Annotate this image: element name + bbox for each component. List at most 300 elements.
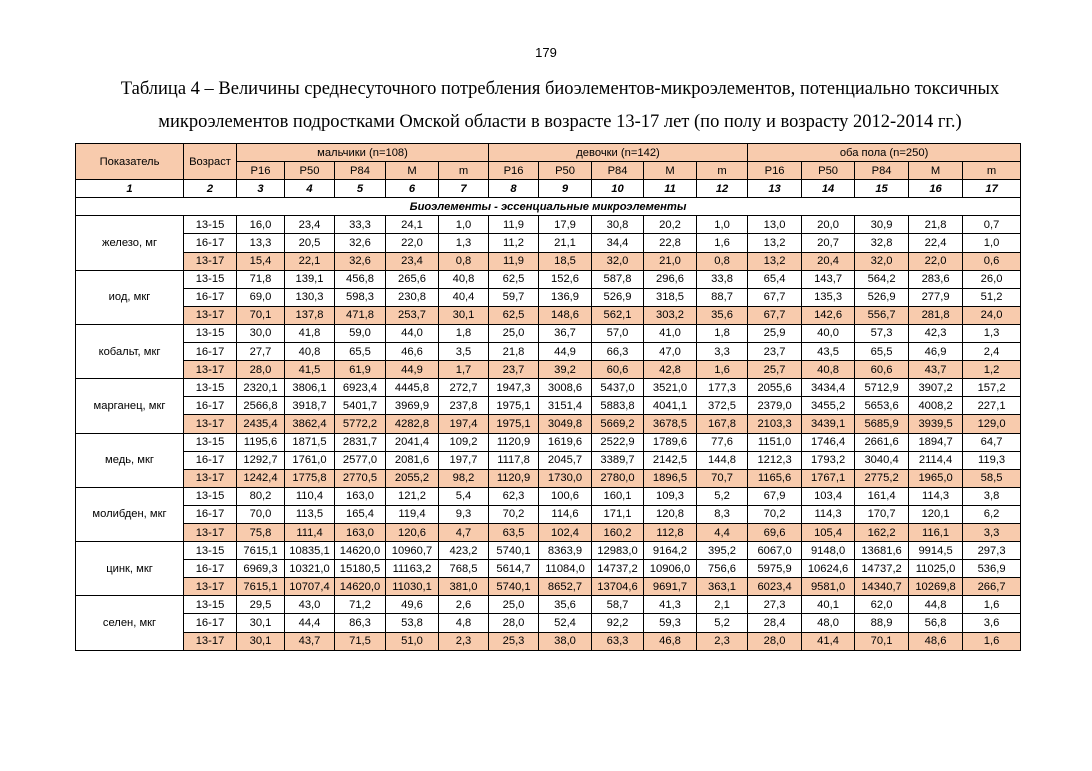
table-row <box>76 578 1021 596</box>
value-cell: 28,0 <box>237 361 285 379</box>
value-cell: 62,5 <box>489 270 539 288</box>
value-cell: 20,7 <box>802 234 855 252</box>
value-cell: 59,3 <box>644 614 697 632</box>
value-cell: 30,1 <box>439 306 489 324</box>
section-title: Биоэлементы - эссенциальные микроэлементы <box>76 198 1021 216</box>
value-cell: 43,0 <box>285 596 335 614</box>
value-cell: 16,0 <box>237 216 285 234</box>
header-stat: P50 <box>285 162 335 180</box>
value-cell: 30,9 <box>855 216 909 234</box>
value-cell: 230,8 <box>386 288 439 306</box>
header-group-both: оба пола (n=250) <box>748 144 1021 162</box>
value-cell: 1775,8 <box>285 469 335 487</box>
value-cell: 1,0 <box>963 234 1021 252</box>
value-cell: 114,3 <box>909 487 963 505</box>
value-cell: 62,3 <box>489 487 539 505</box>
value-cell: 21,1 <box>539 234 592 252</box>
value-cell: 14340,7 <box>855 578 909 596</box>
value-cell: 160,1 <box>592 487 644 505</box>
column-numbers-row <box>76 180 1021 198</box>
value-cell: 2,1 <box>697 596 748 614</box>
age-cell: 13-15 <box>184 379 237 397</box>
value-cell: 5712,9 <box>855 379 909 397</box>
header-stat: M <box>909 162 963 180</box>
value-cell: 1292,7 <box>237 451 285 469</box>
value-cell: 1165,6 <box>748 469 802 487</box>
value-cell: 281,8 <box>909 306 963 324</box>
value-cell: 5975,9 <box>748 560 802 578</box>
value-cell: 64,7 <box>963 433 1021 451</box>
value-cell: 58,5 <box>963 469 1021 487</box>
value-cell: 3907,2 <box>909 379 963 397</box>
value-cell: 1894,7 <box>909 433 963 451</box>
value-cell: 65,5 <box>335 343 386 361</box>
column-number: 12 <box>697 180 748 198</box>
value-cell: 40,0 <box>802 324 855 342</box>
value-cell: 67,9 <box>748 487 802 505</box>
value-cell: 2780,0 <box>592 469 644 487</box>
age-cell: 13-17 <box>184 632 237 650</box>
indicator-name: цинк, мкг <box>76 542 184 596</box>
value-cell: 59,7 <box>489 288 539 306</box>
value-cell: 33,3 <box>335 216 386 234</box>
value-cell: 32,0 <box>855 252 909 270</box>
value-cell: 11,9 <box>489 252 539 270</box>
value-cell: 26,0 <box>963 270 1021 288</box>
value-cell: 1,6 <box>963 596 1021 614</box>
value-cell: 21,8 <box>489 343 539 361</box>
value-cell: 120,1 <box>909 505 963 523</box>
column-number: 13 <box>748 180 802 198</box>
value-cell: 1,3 <box>963 324 1021 342</box>
value-cell: 381,0 <box>439 578 489 596</box>
value-cell: 5437,0 <box>592 379 644 397</box>
value-cell: 564,2 <box>855 270 909 288</box>
value-cell: 8652,7 <box>539 578 592 596</box>
value-cell: 30,1 <box>237 614 285 632</box>
header-stat: P84 <box>335 162 386 180</box>
value-cell: 51,0 <box>386 632 439 650</box>
value-cell: 20,5 <box>285 234 335 252</box>
value-cell: 272,7 <box>439 379 489 397</box>
value-cell: 1242,4 <box>237 469 285 487</box>
value-cell: 40,8 <box>802 361 855 379</box>
value-cell: 177,3 <box>697 379 748 397</box>
value-cell: 1789,6 <box>644 433 697 451</box>
column-number: 15 <box>855 180 909 198</box>
value-cell: 65,4 <box>748 270 802 288</box>
value-cell: 113,5 <box>285 505 335 523</box>
value-cell: 13681,6 <box>855 542 909 560</box>
value-cell: 3,3 <box>963 523 1021 541</box>
value-cell: 71,2 <box>335 596 386 614</box>
value-cell: 1975,1 <box>489 397 539 415</box>
value-cell: 2045,7 <box>539 451 592 469</box>
value-cell: 0,7 <box>963 216 1021 234</box>
value-cell: 119,4 <box>386 505 439 523</box>
value-cell: 109,3 <box>644 487 697 505</box>
value-cell: 5401,7 <box>335 397 386 415</box>
value-cell: 22,8 <box>644 234 697 252</box>
value-cell: 98,2 <box>439 469 489 487</box>
indicator-name: кобальт, мкг <box>76 324 184 378</box>
column-number: 11 <box>644 180 697 198</box>
value-cell: 253,7 <box>386 306 439 324</box>
value-cell: 167,8 <box>697 415 748 433</box>
value-cell: 2,3 <box>439 632 489 650</box>
value-cell: 4,7 <box>439 523 489 541</box>
value-cell: 60,6 <box>855 361 909 379</box>
value-cell: 237,8 <box>439 397 489 415</box>
value-cell: 70,1 <box>237 306 285 324</box>
value-cell: 23,7 <box>748 343 802 361</box>
table-row <box>76 288 1021 306</box>
value-cell: 9914,5 <box>909 542 963 560</box>
value-cell: 3151,4 <box>539 397 592 415</box>
value-cell: 46,6 <box>386 343 439 361</box>
value-cell: 32,0 <box>592 252 644 270</box>
value-cell: 22,0 <box>909 252 963 270</box>
value-cell: 10321,0 <box>285 560 335 578</box>
value-cell: 283,6 <box>909 270 963 288</box>
table-caption-line-1: Таблица 4 – Величины среднесуточного потребления биоэлементов-микроэлементов, потенциально токсичных <box>120 79 1000 99</box>
age-cell: 13-17 <box>184 361 237 379</box>
value-cell: 277,9 <box>909 288 963 306</box>
value-cell: 3918,7 <box>285 397 335 415</box>
value-cell: 129,0 <box>963 415 1021 433</box>
value-cell: 36,7 <box>539 324 592 342</box>
value-cell: 13,3 <box>237 234 285 252</box>
age-cell: 16-17 <box>184 234 237 252</box>
value-cell: 114,6 <box>539 505 592 523</box>
value-cell: 57,3 <box>855 324 909 342</box>
value-cell: 556,7 <box>855 306 909 324</box>
value-cell: 2577,0 <box>335 451 386 469</box>
value-cell: 20,0 <box>802 216 855 234</box>
value-cell: 42,8 <box>644 361 697 379</box>
value-cell: 43,7 <box>285 632 335 650</box>
table-row <box>76 560 1021 578</box>
value-cell: 11163,2 <box>386 560 439 578</box>
indicator-name: железо, мг <box>76 216 184 270</box>
header-indicator: Показатель <box>76 144 184 180</box>
value-cell: 49,6 <box>386 596 439 614</box>
value-cell: 3040,4 <box>855 451 909 469</box>
value-cell: 163,0 <box>335 523 386 541</box>
value-cell: 111,4 <box>285 523 335 541</box>
indicator-name: марганец, мкг <box>76 379 184 433</box>
value-cell: 3,6 <box>963 614 1021 632</box>
value-cell: 25,7 <box>748 361 802 379</box>
value-cell: 46,9 <box>909 343 963 361</box>
value-cell: 88,9 <box>855 614 909 632</box>
column-number: 17 <box>963 180 1021 198</box>
microelements-table <box>75 143 1021 651</box>
value-cell: 4,4 <box>697 523 748 541</box>
value-cell: 34,4 <box>592 234 644 252</box>
value-cell: 22,0 <box>386 234 439 252</box>
table-row <box>76 216 1021 234</box>
value-cell: 14737,2 <box>592 560 644 578</box>
header-stat: P50 <box>802 162 855 180</box>
table-row <box>76 397 1021 415</box>
value-cell: 13704,6 <box>592 578 644 596</box>
value-cell: 20,2 <box>644 216 697 234</box>
value-cell: 137,8 <box>285 306 335 324</box>
value-cell: 17,9 <box>539 216 592 234</box>
value-cell: 456,8 <box>335 270 386 288</box>
value-cell: 598,3 <box>335 288 386 306</box>
value-cell: 152,6 <box>539 270 592 288</box>
value-cell: 5883,8 <box>592 397 644 415</box>
value-cell: 2435,4 <box>237 415 285 433</box>
value-cell: 170,7 <box>855 505 909 523</box>
value-cell: 4,8 <box>439 614 489 632</box>
value-cell: 41,5 <box>285 361 335 379</box>
value-cell: 23,7 <box>489 361 539 379</box>
value-cell: 56,8 <box>909 614 963 632</box>
value-cell: 9691,7 <box>644 578 697 596</box>
value-cell: 2522,9 <box>592 433 644 451</box>
value-cell: 14737,2 <box>855 560 909 578</box>
value-cell: 11030,1 <box>386 578 439 596</box>
value-cell: 102,4 <box>539 523 592 541</box>
table-row <box>76 542 1021 560</box>
value-cell: 48,0 <box>802 614 855 632</box>
value-cell: 4008,2 <box>909 397 963 415</box>
age-cell: 13-15 <box>184 216 237 234</box>
value-cell: 63,5 <box>489 523 539 541</box>
value-cell: 24,1 <box>386 216 439 234</box>
value-cell: 3008,6 <box>539 379 592 397</box>
value-cell: 14620,0 <box>335 542 386 560</box>
value-cell: 70,0 <box>237 505 285 523</box>
value-cell: 3049,8 <box>539 415 592 433</box>
section-row <box>76 198 1021 216</box>
value-cell: 60,6 <box>592 361 644 379</box>
value-cell: 53,8 <box>386 614 439 632</box>
value-cell: 2379,0 <box>748 397 802 415</box>
table-row <box>76 415 1021 433</box>
header-stat: P16 <box>237 162 285 180</box>
value-cell: 44,4 <box>285 614 335 632</box>
age-cell: 16-17 <box>184 560 237 578</box>
value-cell: 38,0 <box>539 632 592 650</box>
value-cell: 142,6 <box>802 306 855 324</box>
value-cell: 5772,2 <box>335 415 386 433</box>
value-cell: 227,1 <box>963 397 1021 415</box>
value-cell: 24,0 <box>963 306 1021 324</box>
column-number: 4 <box>285 180 335 198</box>
value-cell: 13,0 <box>748 216 802 234</box>
value-cell: 71,5 <box>335 632 386 650</box>
value-cell: 139,1 <box>285 270 335 288</box>
age-cell: 16-17 <box>184 397 237 415</box>
header-stat: m <box>963 162 1021 180</box>
value-cell: 69,0 <box>237 288 285 306</box>
value-cell: 1746,4 <box>802 433 855 451</box>
value-cell: 0,6 <box>963 252 1021 270</box>
value-cell: 562,1 <box>592 306 644 324</box>
value-cell: 9148,0 <box>802 542 855 560</box>
value-cell: 5740,1 <box>489 578 539 596</box>
header-stat: M <box>644 162 697 180</box>
value-cell: 62,5 <box>489 306 539 324</box>
value-cell: 70,2 <box>489 505 539 523</box>
value-cell: 11084,0 <box>539 560 592 578</box>
value-cell: 3521,0 <box>644 379 697 397</box>
value-cell: 11025,0 <box>909 560 963 578</box>
value-cell: 5,4 <box>439 487 489 505</box>
value-cell: 536,9 <box>963 560 1021 578</box>
value-cell: 2770,5 <box>335 469 386 487</box>
value-cell: 3678,5 <box>644 415 697 433</box>
indicator-name: молибден, мкг <box>76 487 184 541</box>
value-cell: 9,3 <box>439 505 489 523</box>
value-cell: 6067,0 <box>748 542 802 560</box>
value-cell: 30,1 <box>237 632 285 650</box>
value-cell: 171,1 <box>592 505 644 523</box>
value-cell: 6023,4 <box>748 578 802 596</box>
column-number: 9 <box>539 180 592 198</box>
age-cell: 13-17 <box>184 523 237 541</box>
value-cell: 44,9 <box>539 343 592 361</box>
column-number: 7 <box>439 180 489 198</box>
value-cell: 30,0 <box>237 324 285 342</box>
value-cell: 1619,6 <box>539 433 592 451</box>
table-row <box>76 469 1021 487</box>
value-cell: 10624,6 <box>802 560 855 578</box>
value-cell: 75,8 <box>237 523 285 541</box>
value-cell: 21,0 <box>644 252 697 270</box>
header-group-boys: мальчики (n=108) <box>237 144 489 162</box>
value-cell: 6969,3 <box>237 560 285 578</box>
value-cell: 5669,2 <box>592 415 644 433</box>
value-cell: 13,2 <box>748 234 802 252</box>
value-cell: 23,4 <box>386 252 439 270</box>
table-row <box>76 361 1021 379</box>
value-cell: 119,3 <box>963 451 1021 469</box>
age-cell: 13-15 <box>184 433 237 451</box>
column-number: 14 <box>802 180 855 198</box>
value-cell: 109,2 <box>439 433 489 451</box>
value-cell: 144,8 <box>697 451 748 469</box>
header-stat: m <box>439 162 489 180</box>
value-cell: 162,2 <box>855 523 909 541</box>
value-cell: 1793,2 <box>802 451 855 469</box>
age-cell: 16-17 <box>184 614 237 632</box>
value-cell: 1975,1 <box>489 415 539 433</box>
age-cell: 13-17 <box>184 415 237 433</box>
value-cell: 114,3 <box>802 505 855 523</box>
value-cell: 3434,4 <box>802 379 855 397</box>
value-cell: 57,0 <box>592 324 644 342</box>
value-cell: 3439,1 <box>802 415 855 433</box>
value-cell: 25,0 <box>489 324 539 342</box>
value-cell: 44,0 <box>386 324 439 342</box>
value-cell: 1,8 <box>439 324 489 342</box>
value-cell: 77,6 <box>697 433 748 451</box>
value-cell: 88,7 <box>697 288 748 306</box>
value-cell: 2320,1 <box>237 379 285 397</box>
age-cell: 13-17 <box>184 252 237 270</box>
indicator-name: иод, мкг <box>76 270 184 324</box>
value-cell: 136,9 <box>539 288 592 306</box>
value-cell: 52,4 <box>539 614 592 632</box>
value-cell: 40,4 <box>439 288 489 306</box>
value-cell: 5614,7 <box>489 560 539 578</box>
table-caption-line-2: микроэлементов подростками Омской области в возрасте 13-17 лет (по полу и возрасту 2012-2014 гг.) <box>158 112 962 132</box>
table-row <box>76 505 1021 523</box>
value-cell: 41,0 <box>644 324 697 342</box>
value-cell: 3389,7 <box>592 451 644 469</box>
value-cell: 2831,7 <box>335 433 386 451</box>
value-cell: 1,8 <box>697 324 748 342</box>
value-cell: 112,8 <box>644 523 697 541</box>
value-cell: 27,3 <box>748 596 802 614</box>
value-cell: 363,1 <box>697 578 748 596</box>
table-row <box>76 451 1021 469</box>
value-cell: 423,2 <box>439 542 489 560</box>
value-cell: 43,5 <box>802 343 855 361</box>
value-cell: 471,8 <box>335 306 386 324</box>
value-cell: 197,4 <box>439 415 489 433</box>
value-cell: 1871,5 <box>285 433 335 451</box>
indicator-name: медь, мкг <box>76 433 184 487</box>
value-cell: 148,6 <box>539 306 592 324</box>
age-cell: 13-17 <box>184 306 237 324</box>
age-cell: 16-17 <box>184 451 237 469</box>
value-cell: 1965,0 <box>909 469 963 487</box>
value-cell: 1767,1 <box>802 469 855 487</box>
table-row <box>76 252 1021 270</box>
value-cell: 2041,4 <box>386 433 439 451</box>
value-cell: 2,3 <box>697 632 748 650</box>
value-cell: 46,8 <box>644 632 697 650</box>
header-group-girls: девочки (n=142) <box>489 144 748 162</box>
value-cell: 28,0 <box>748 632 802 650</box>
value-cell: 3455,2 <box>802 397 855 415</box>
value-cell: 62,0 <box>855 596 909 614</box>
value-cell: 42,3 <box>909 324 963 342</box>
value-cell: 30,8 <box>592 216 644 234</box>
column-number: 8 <box>489 180 539 198</box>
table-row <box>76 632 1021 650</box>
value-cell: 135,3 <box>802 288 855 306</box>
column-number: 16 <box>909 180 963 198</box>
value-cell: 20,4 <box>802 252 855 270</box>
value-cell: 51,2 <box>963 288 1021 306</box>
value-cell: 121,2 <box>386 487 439 505</box>
value-cell: 5740,1 <box>489 542 539 560</box>
value-cell: 5,2 <box>697 614 748 632</box>
value-cell: 67,7 <box>748 306 802 324</box>
value-cell: 48,6 <box>909 632 963 650</box>
value-cell: 296,6 <box>644 270 697 288</box>
value-cell: 3,5 <box>439 343 489 361</box>
value-cell: 58,7 <box>592 596 644 614</box>
age-cell: 13-15 <box>184 487 237 505</box>
page-number: 179 <box>535 45 557 60</box>
value-cell: 2114,4 <box>909 451 963 469</box>
value-cell: 1947,3 <box>489 379 539 397</box>
age-cell: 16-17 <box>184 288 237 306</box>
value-cell: 10707,4 <box>285 578 335 596</box>
header-age: Возраст <box>184 144 237 180</box>
value-cell: 7615,1 <box>237 578 285 596</box>
header-stat: P16 <box>748 162 802 180</box>
value-cell: 70,7 <box>697 469 748 487</box>
